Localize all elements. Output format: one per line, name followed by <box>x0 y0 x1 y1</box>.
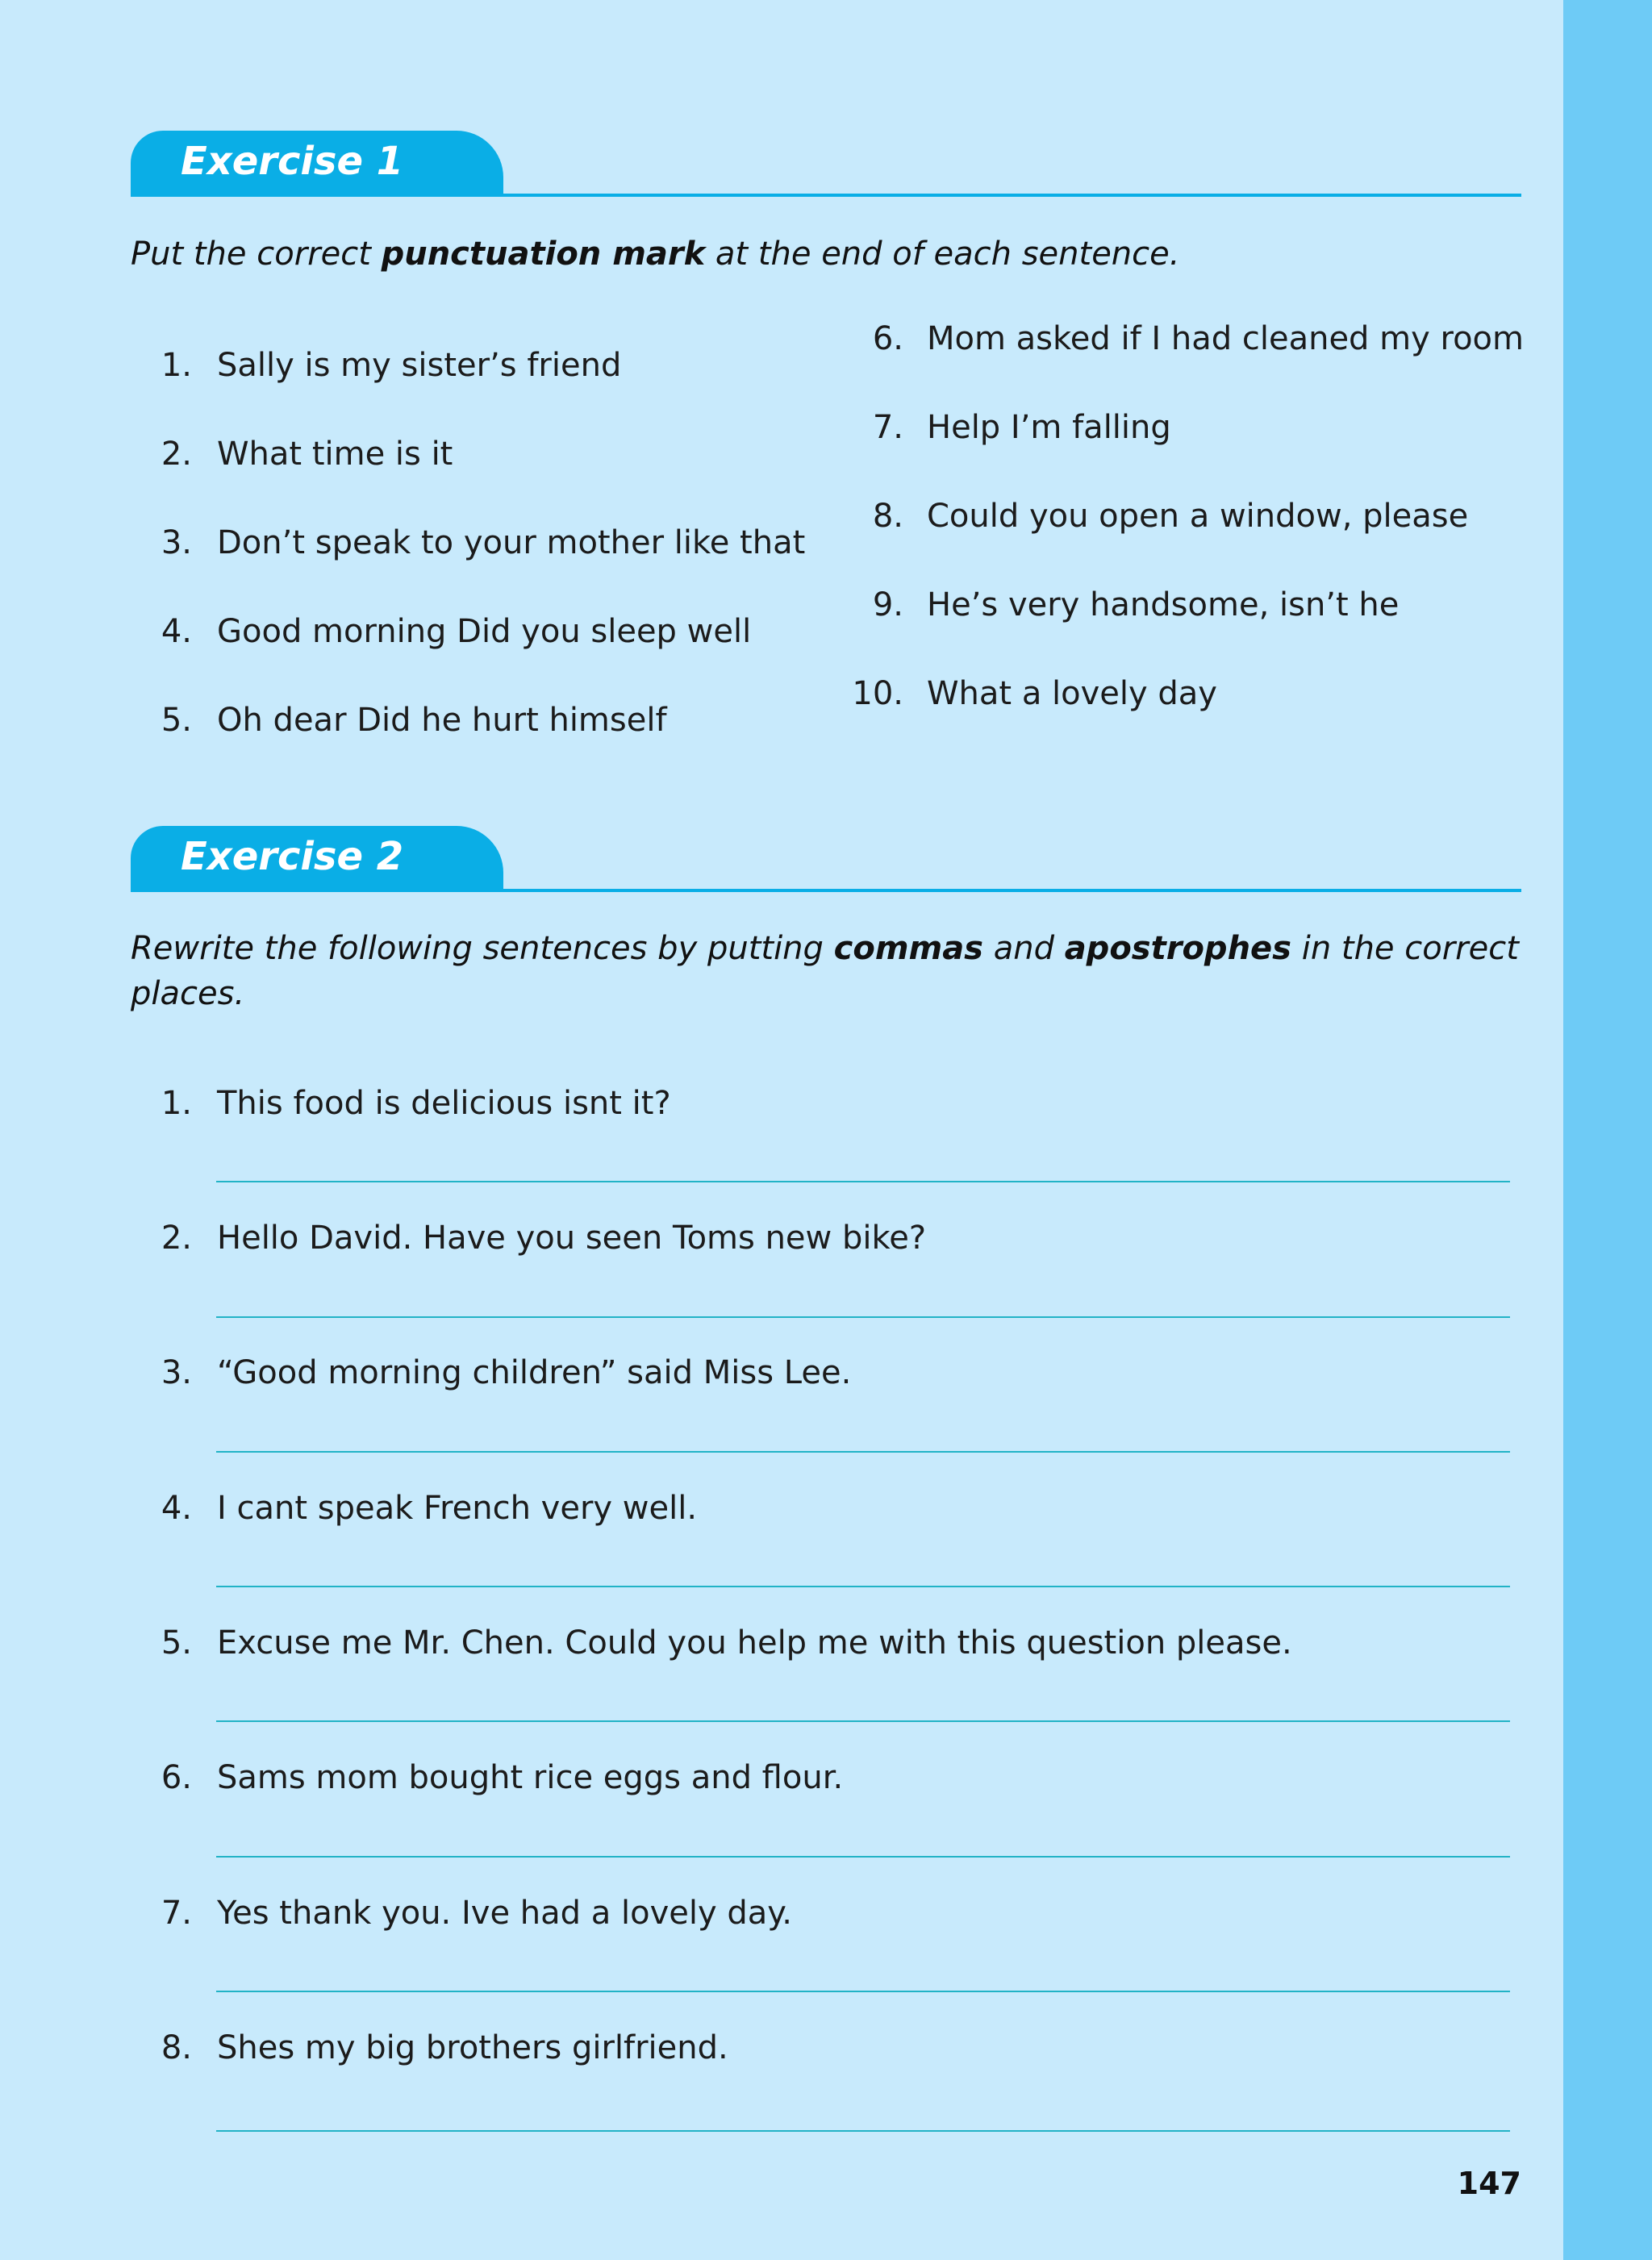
exercise-2-instruction <box>131 926 1521 1016</box>
exercise-1-header <box>131 131 1521 197</box>
exercise-1-rule <box>131 194 1521 197</box>
page-number: 147 <box>1457 2166 1521 2201</box>
exercise-2-tab <box>131 826 503 892</box>
item-number: 1. <box>161 1085 192 1122</box>
item-number: 9. <box>872 586 903 623</box>
item-text: This food is delicious isnt it? <box>217 1085 671 1122</box>
answer-line[interactable] <box>216 1451 1510 1453</box>
answer-line[interactable] <box>216 1856 1510 1858</box>
answer-line[interactable] <box>216 1586 1510 1587</box>
item-text: Excuse me Mr. Chen. Could you help me with this question please. <box>217 1624 1292 1662</box>
instruction-text: in the correct places. <box>131 930 1519 1012</box>
item-text: Sams mom bought rice eggs and flour. <box>217 1759 844 1796</box>
item-text: Shes my big brothers girlfriend. <box>217 2029 728 2066</box>
side-strip <box>1563 0 1652 2260</box>
item-number: 2. <box>161 1220 192 1257</box>
item-number: 4. <box>161 613 192 650</box>
exercise-1-title: Exercise 1 <box>181 139 404 184</box>
item-text: What a lovely day <box>927 675 1217 712</box>
item-number: 5. <box>161 1624 192 1662</box>
item-text: Good morning Did you sleep well <box>217 613 752 650</box>
answer-line[interactable] <box>216 1720 1510 1722</box>
item-number: 7. <box>161 1895 192 1932</box>
item-text: Sally is my sister’s friend <box>217 347 622 384</box>
item-text: What time is it <box>217 436 453 473</box>
instruction-text: Put the correct <box>131 236 382 273</box>
item-text: He’s very handsome, isn’t he <box>927 586 1400 623</box>
item-text: “Good morning children” said Miss Lee. <box>217 1354 852 1391</box>
instruction-text: Rewrite the following sentences by putting <box>131 930 834 967</box>
answer-line[interactable] <box>216 1181 1510 1182</box>
item-text: Yes thank you. Ive had a lovely day. <box>217 1895 792 1932</box>
exercise-2-rule <box>131 889 1521 892</box>
instruction-text: at the end of each sentence. <box>705 236 1180 273</box>
item-number: 7. <box>872 409 903 446</box>
item-text: Could you open a window, please <box>927 498 1469 535</box>
answer-line[interactable] <box>216 1991 1510 1992</box>
item-number: 4. <box>161 1490 192 1527</box>
item-text: Hello David. Have you seen Toms new bike? <box>217 1220 927 1257</box>
exercise-1-tab <box>131 131 503 197</box>
item-text: Oh dear Did he hurt himself <box>217 702 667 739</box>
instruction-bold: commas <box>833 930 983 967</box>
item-text: I cant speak French very well. <box>217 1490 698 1527</box>
item-text: Help I’m falling <box>927 409 1171 446</box>
item-text: Don’t speak to your mother like that <box>217 524 806 561</box>
item-number: 2. <box>161 436 192 473</box>
instruction-text: and <box>983 930 1065 967</box>
item-text: Mom asked if I had cleaned my room <box>927 320 1524 357</box>
answer-line[interactable] <box>216 1316 1510 1318</box>
item-number: 6. <box>161 1759 192 1796</box>
item-number: 8. <box>872 498 903 535</box>
item-number: 5. <box>161 702 192 739</box>
item-number: 8. <box>161 2029 192 2066</box>
item-number: 10. <box>852 675 903 712</box>
exercise-2-header <box>131 826 1521 892</box>
answer-line[interactable] <box>216 2130 1510 2132</box>
exercise-1-instruction <box>131 231 1521 277</box>
item-number: 6. <box>872 320 903 357</box>
item-number: 3. <box>161 1354 192 1391</box>
instruction-bold: punctuation mark <box>381 236 706 273</box>
exercise-2-title: Exercise 2 <box>181 834 404 879</box>
item-number: 3. <box>161 524 192 561</box>
instruction-bold: apostrophes <box>1064 930 1291 967</box>
item-number: 1. <box>161 347 192 384</box>
